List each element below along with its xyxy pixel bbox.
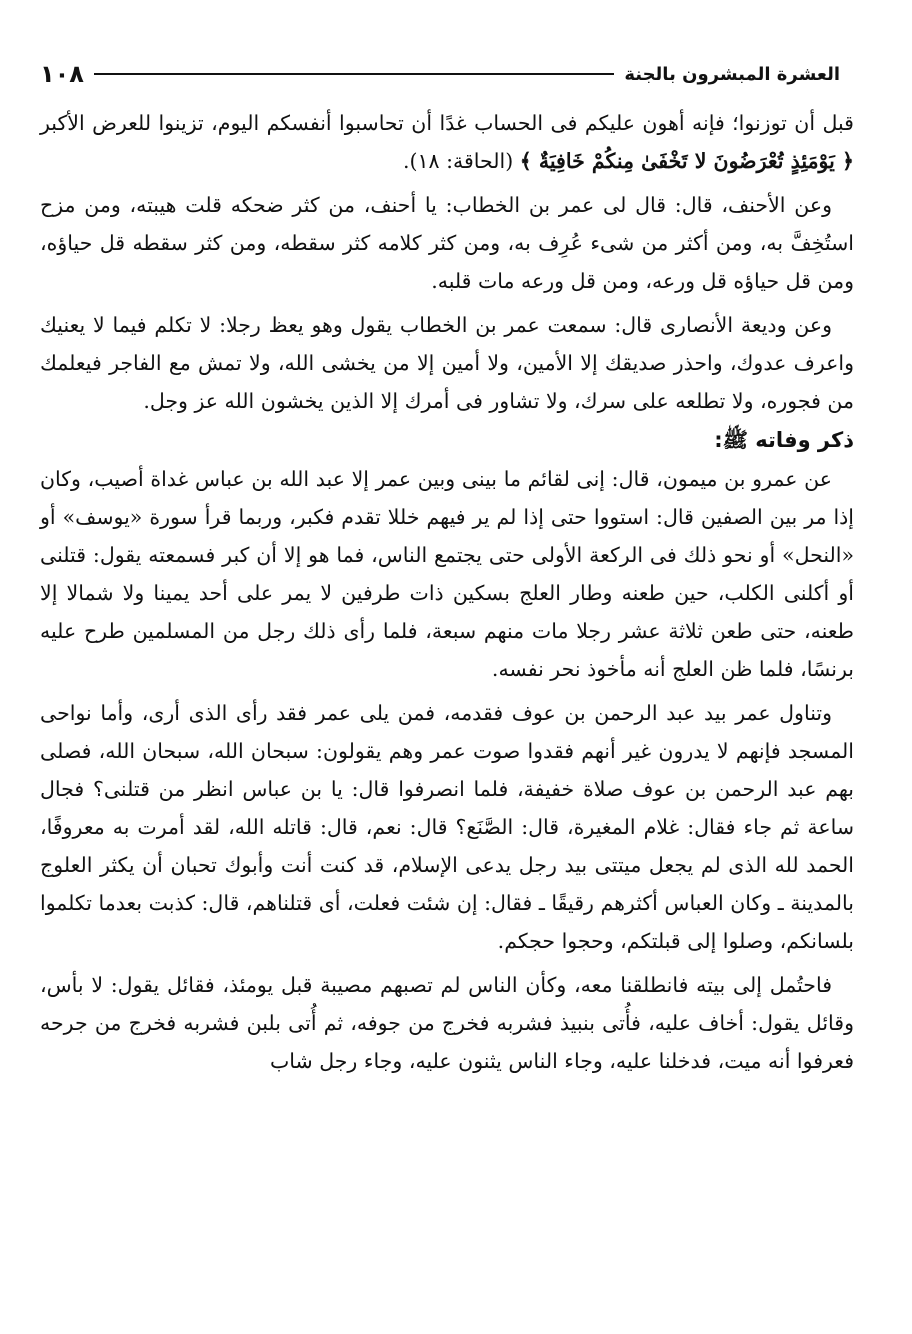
page-body — [40, 104, 854, 1080]
running-title: العشرة المبشرون بالجنة — [624, 63, 840, 85]
paragraph: وعن وديعة الأنصارى قال: سمعت عمر بن الخطاب يقول وهو يعظ رجلا: لا تكلم فيما لا يعنيك واعرف عدوك، واحذر صديقك إلا الأمين، ولا أمين إلا من يخشى الله، ولا تمش مع الفاجر فيعلمك من فجوره، ولا تطلعه على سرك، ولا تشاور فى أمرك إلا الذين يخشون الله عز وجل. — [40, 313, 854, 413]
paragraph-text: قبل أن توزنوا؛ فإنه أهون عليكم فى الحساب غدًا أن تحاسبوا أنفسكم اليوم، تزينوا للعرض الأكبر — [40, 111, 854, 135]
paragraph: وعن الأحنف، قال: قال لى عمر بن الخطاب: يا أحنف، من كثر ضحكه قلت هيبته، ومن مزح استُخِفَّ به، ومن أكثر من شىء عُرِف به، ومن كثر كلامه كثر سقطه، ومن كثر سقطه قل حياؤه، ومن قل حياؤه قل ورعه، ومن قل ورعه مات قلبه. — [40, 193, 854, 293]
page-header — [40, 56, 852, 92]
paragraph: فاحتُمل إلى بيته فانطلقنا معه، وكأن الناس لم تصبهم مصيبة قبل يومئذ، فقائل يقول: لا بأس، وقائل يقول: أخاف عليه، فأُتى بنبيذ فشربه فخرج من جوفه، ثم أُتى بلبن فشربه فخرج من جرحه فعرفوا أنه ميت، فدخلنا عليه، وجاء الناس يثنون عليه، وجاء رجل شاب — [40, 973, 854, 1073]
paragraph: عن عمرو بن ميمون، قال: إنى لقائم ما بينى وبين عمر إلا عبد الله بن عباس غداة أصيب، وكان إذا مر بين الصفين قال: استووا حتى إذا لم ير فيهم خللا تقدم فكبر، وربما قرأ سورة «يوسف» أو «النحل» أو نحو ذلك فى الركعة الأولى حتى يجتمع الناس، فما هو إلا أن كبر فسمعته يقول: قتلنى أو أكلنى الكلب، حين طعنه وطار العلج بسكين ذات طرفين لا يمر على أحد يمينا ولا شمالا إلا طعنه، حتى طعن ثلاثة عشر رجلا مات منهم سبعة، فلما رأى ذلك رجل من المسلمين طرح عليه برنسًا، فلما ظن العلج أنه مأخوذ نحر نفسه. — [40, 467, 854, 681]
verse-citation: (الحاقة: ١٨). — [403, 149, 520, 173]
header-rule — [94, 73, 614, 75]
quran-verse: ﴿ يَوْمَئِذٍ تُعْرَضُونَ لا تَخْفَىٰ مِنكُمْ خَافِيَةٌ ﴾ — [519, 149, 854, 173]
paragraph — [40, 104, 854, 180]
section-heading: ذكر وفاته ﷺ: — [714, 428, 854, 452]
page-number: ١٠٨ — [40, 60, 84, 88]
paragraph: وتناول عمر بيد عبد الرحمن بن عوف فقدمه، فمن يلى عمر فقد رأى الذى أرى، وأما نواحى المسجد فإنهم لا يدرون غير أنهم فقدوا صوت عمر وهم يقولون: سبحان الله، سبحان الله، فصلى بهم عبد الرحمن بن عوف صلاة خفيفة، فلما انصرفوا قال: يا بن عباس انظر من قتلنى؟ فجال ساعة ثم جاء فقال: غلام المغيرة، قال: الصَّنَع؟ قال: نعم، قال: قاتله الله، لقد أمرت به معروفًا، الحمد لله الذى لم يجعل ميتتى بيد رجل يدعى الإسلام، قد كنت أنت وأبوك تحبان أن يكثر العلوج بالمدينة ـ وكان العباس أكثرهم رقيقًا ـ فقال: إن شئت فعلت، أى قتلناهم، قال: كذبت بعدما تكلموا بلسانكم، وصلوا إلى قبلتكم، وحجوا حجكم. — [40, 701, 854, 953]
